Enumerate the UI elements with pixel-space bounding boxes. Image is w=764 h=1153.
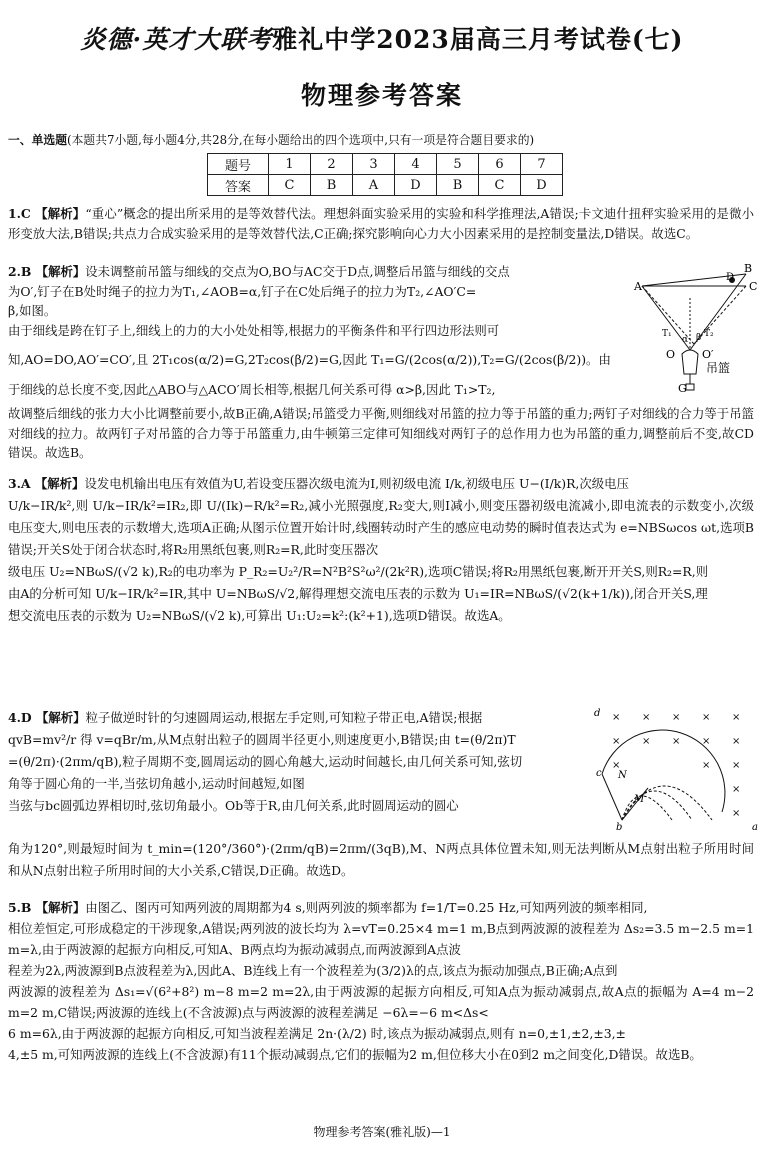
table-cell: 3: [353, 154, 395, 175]
svg-text:×: ×: [642, 736, 651, 747]
q2-line4: 由于细线是跨在钉子上,细线上的力的大小处处相等,根据力的平衡条件和平行四边形法则可: [8, 322, 500, 338]
question-2-top: [8, 262, 622, 400]
table-cell: C: [269, 175, 311, 196]
q1-body: “重心”概念的提出所采用的是等效替代法。理想斜面实验采用的实验和科学推理法,A错误;卡文迪什扭秤实验采用的是微小形变放大法,B错误;共点力合成实验采用的是等效替代法,C正确;探究影响向心力大小因素采用的是控制变量法,D错误。故选C。: [8, 206, 754, 241]
q3-line3: 级电压 U₂=NBωS/(√2 k),R₂的电功率为 P_R₂=U₂²/R=N²B²S²ω²/(2k²R),选项C错误;将R₂用黑纸包裹,断开开关S,则R₂=R,则: [8, 564, 709, 579]
svg-text:×: ×: [732, 784, 741, 795]
q4-line1: 粒子做逆时针的匀速圆周运动,根据左手定则,可知粒子带正电,A错误;根据: [85, 710, 483, 725]
table-cell: 6: [479, 154, 521, 175]
q1-head: 1.C 【解析】: [8, 206, 86, 221]
section-heading: [8, 131, 534, 148]
magnetic-field-figure: [592, 702, 760, 832]
q2-line5: 知,AO=DO,AO′=CO′,且 2T₁cos(α/2)=G,2T₂cos(β/2)=G,因此 T₁=G/(2cos(α/2)),T₂=G/(2cos(β/2))。由: [8, 352, 611, 367]
q2-line7: 故调整后细线的张力大小比调整前要小,故B正确,A错误;吊篮受力平衡,则细线对吊篮的拉力等于吊篮的重力;两钉子对细线的合力等于吊篮对细线的拉力。故两钉子对吊篮的合力等于吊篮重力,由牛顿第三定律可知细线对两钉子的总作用力也为吊篮的重力,调整前后不变,故CD错误。故选B。: [8, 406, 754, 460]
fig4-label-a: a: [752, 822, 758, 832]
table-cell: A: [353, 175, 395, 196]
table-cell: 7: [521, 154, 563, 175]
header-exam-name: 雅礼中学2023届高三月考试卷(七): [272, 25, 684, 54]
fig-label-alpha: α: [682, 335, 689, 345]
row-label-number: 题号: [208, 154, 269, 175]
fig-label-G: G: [678, 382, 687, 394]
q5-head: 5.B 【解析】: [8, 900, 86, 915]
table-cell: 5: [437, 154, 479, 175]
fig-label-D: D: [726, 272, 735, 283]
q5-line4: 两波源的波程差为 Δs₁=√(6²+8²) m−8 m=2 m=2λ,由于两波源的起振方向相反,可知A点为振动减弱点,故A点的振幅为 A=4 m−2 m=2 m,C错误;两波源的连线上(不含波源)点与两波源的波程差满足 −6λ=−6 m<Δs<: [8, 984, 754, 1020]
q3-line2: U/k−IR/k²,则 U/k−IR/k²=IR₂,即 U/(Ik)−R/k²=R₂,减小光照强度,R₂变大,则I减小,则变压器初级电流减小,即电流表的示数变小,次级电压变大,则电压表的示数增大,选项A正确;从图示位置开始计时,线圈转动时产生的感应电动势的瞬时值表达式为 e=NBSωcos ωt,选项B错误;开关S处于闭合状态时,将R₂用黑纸包裹,则R₂=R,此时变压器次: [8, 498, 754, 557]
q5-line2: 相位差恒定,可形成稳定的干涉现象,A错误;两列波的波长均为 λ=vT=0.25×4 m=1 m,B点到两波源的波程差为 Δs₂=3.5 m−2.5 m=1 m=λ,由于两波源的起振方向相反,可知A、B两点均为振动减弱点,而两波源到A点波: [8, 921, 754, 957]
q4-line6: 角为120°,则最短时间为 t_min=(120°/360°)·(2πm/qB)=2πm/(3qB),M、N两点具体位置未知,则无法判断从M点射出粒子所用时间和从N点射出粒子所用时间的大小关系,C错误,D正确。故选D。: [8, 841, 754, 878]
table-cell: B: [437, 175, 479, 196]
svg-text:×: ×: [642, 712, 651, 723]
q2-line6: 于细线的总长度不变,因此△ABO与△ACO′周长相等,根据几何关系可得 α>β,因此 T₁>T₂,: [8, 382, 496, 397]
svg-text:×: ×: [612, 712, 621, 723]
q2-line3: β,如图。: [8, 303, 57, 318]
page-title: 物理参考答案: [300, 81, 463, 110]
q3-line4: 由A的分析可知 U/k−IR/k²=IR,其中 U=NBωS/√2,解得理想交流电压表的示数为 U₁=IR=NBωS/(√2(k+1/k)),闭合开关S,理: [8, 586, 708, 601]
pulley-basket-figure: [632, 262, 760, 394]
table-cell: B: [311, 175, 353, 196]
svg-text:×: ×: [612, 736, 621, 747]
svg-text:×: ×: [672, 712, 681, 723]
section-title: 一、单选题: [8, 133, 67, 147]
svg-text:×: ×: [732, 808, 741, 819]
q4-line5: 当弦与bc圆弧边界相切时,弦切角最小。Ob等于R,由几何关系,此时圆周运动的圆心: [8, 798, 459, 813]
question-5: [8, 897, 754, 1065]
fig-label-T1: T₁: [662, 329, 672, 339]
header-brand: 炎德·英才大联考: [80, 25, 273, 54]
fig-label-beta: β: [696, 333, 702, 343]
table-cell: 1: [269, 154, 311, 175]
svg-text:×: ×: [732, 712, 741, 723]
fig4-label-b: b: [616, 822, 623, 832]
page-footer: 物理参考答案(雅礼版)—1: [313, 1125, 451, 1139]
exam-header: [0, 20, 764, 56]
table-cell: 2: [311, 154, 353, 175]
svg-text:×: ×: [732, 736, 741, 747]
fig4-label-c: c: [596, 768, 602, 779]
q5-line6: 4,±5 m,可知两波源的连线上(不含波源)有11个振动减弱点,它们的振幅为2 m,但位移大小在0到2 m之间变化,D错误。故选B。: [8, 1047, 702, 1062]
fig-label-C: C: [749, 280, 758, 293]
svg-text:×: ×: [702, 736, 711, 747]
answer-table-row-numbers: [208, 154, 563, 175]
q4-head: 4.D 【解析】: [8, 710, 86, 725]
row-label-answer: 答案: [208, 175, 269, 196]
q5-line3: 程差为2λ,两波源到B点波程差为λ,因此A、B连线上有一个波程差为(3/2)λ的点,该点为振动加强点,B正确;A点到: [8, 963, 618, 978]
section-note: (本题共7小题,每小题4分,共28分,在每小题给出的四个选项中,只有一项是符合题目要求的): [67, 133, 535, 147]
fig4-label-N: N: [618, 770, 627, 781]
fig-label-T2: T₂: [704, 329, 714, 339]
q3-line5: 想交流电压表的示数为 U₂=NBωS/(√2 k),可算出 U₁:U₂=k²:(k²+1),选项D错误。故选A。: [8, 608, 511, 623]
question-4-top: [8, 707, 588, 817]
question-3: [8, 473, 754, 627]
table-cell: C: [479, 175, 521, 196]
q5-line1: 由图乙、图丙可知两列波的周期都为4 s,则两列波的频率都为 f=1/T=0.25 Hz,可知两列波的频率相同,: [85, 900, 648, 915]
q2-line1: 设未调整前吊篮与细线的交点为O,BO与AC交于D点,调整后吊篮与细线的交点: [85, 264, 510, 279]
fig4-label-M: M: [634, 794, 645, 805]
svg-text:×: ×: [702, 712, 711, 723]
q4-line4: 角等于圆心角的一半,当弦切角越小,运动时间越短,如图: [8, 776, 305, 791]
q3-line1: 设发电机输出电压有效值为U,若设变压器次级电流为I,则初级电流 I/k,初级电压 U−(I/k)R,次级电压: [84, 476, 629, 491]
q4-line2: qvB=mv²/r 得 v=qBr/m,从M点射出粒子的圆周半径更小,则速度更小,B错误;由 t=(θ/2π)T: [8, 732, 516, 747]
svg-text:×: ×: [702, 760, 711, 771]
q5-line5: 6 m=6λ,由于两波源的起振方向相反,可知当波程差满足 2n·(λ/2) 时,该点为振动减弱点,则有 n=0,±1,±2,±3,±: [8, 1026, 626, 1041]
svg-text:×: ×: [732, 760, 741, 771]
q2-head: 2.B 【解析】: [8, 264, 86, 279]
q4-line3: =(θ/2π)·(2πm/qB),粒子周期不变,圆周运动的圆心角越大,运动时间越长,由几何关系可知,弦切: [8, 754, 523, 769]
table-cell: D: [395, 175, 437, 196]
fig-label-O-prime: O′: [702, 348, 714, 361]
q2-line2: 为O′,钉子在B处时绳子的拉力为T₁,∠AOB=α,钉子在C处后绳子的拉力为T₂,∠AO′C=: [8, 283, 477, 299]
fig-label-A: A: [634, 280, 642, 293]
q3-head: 3.A 【解析】: [8, 476, 85, 491]
question-4-bottom: [8, 838, 754, 882]
table-cell: D: [521, 175, 563, 196]
question-2-bottom: [8, 404, 754, 463]
fig4-label-d: d: [594, 708, 601, 719]
fig-label-O: O: [666, 348, 676, 361]
table-cell: 4: [395, 154, 437, 175]
svg-text:×: ×: [612, 760, 621, 771]
svg-text:×: ×: [672, 736, 681, 747]
fig-label-B: B: [744, 262, 753, 275]
answer-table: [207, 153, 563, 196]
answer-table-row-answers: [208, 175, 563, 196]
question-1: [8, 204, 754, 243]
fig-label-basket: 吊篮: [706, 361, 731, 375]
